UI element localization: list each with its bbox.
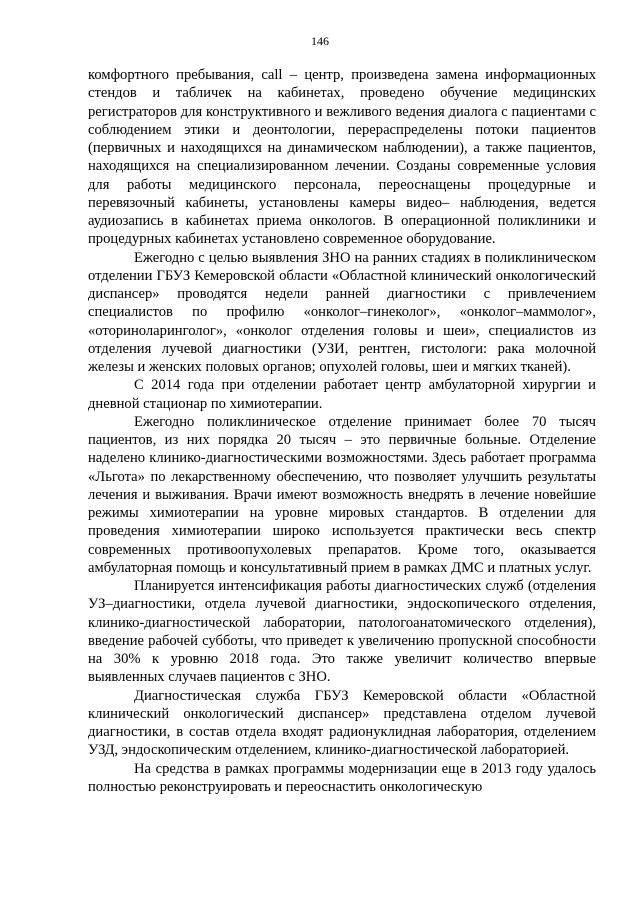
paragraph-outpatient-department: Ежегодно поликлиническое отделение принимает более 70 тысяч пациентов, из них порядка 20 тысяч – это первичные больные. Отделение наделено клинико-диагностическими возможностями. Здесь работает программа «Льгота» по лекарственному обеспечению, что позволяет улучшить результаты лечения и выживания. Врачи имеют возможность внедрять в лечение новейшие режимы химиотерапии на уровне мировых стандартов. В отделении для проведения химиотерапии широко используется практически весь спектр современных противоопухолевых препаратов. Кроме того, оказывается амбулаторная помощь и консультативный прием в рамках ДМС и платных услуг.: [88, 413, 596, 576]
paragraph-early-diagnostics: Ежегодно с целью выявления ЗНО на ранних стадиях в поликлиническом отделении ГБУЗ Кемеровской области «Областной клинический онкологический диспансер» проводятся недели ранней диагностики с привлечением специалистов по профилю «онколог–гинеколог», «онколог–маммолог», «оториноларинголог», «онколог отделения головы и шеи», специалистов из отделения лучевой диагностики (УЗИ, рентген, гистологи: рака молочной железы и женских половых органов; опухолей головы, шеи и мягких тканей).: [88, 249, 596, 375]
paragraph-continuation: комфортного пребывания, call – центр, произведена замена информационных стендов и табличек на кабинетах, проведено обучение медицинских регистраторов для конструктивного и вежливого ведения диалога с пациентами с соблюдением этики и деонтологии, перераспределены потоки пациентов (первичных и находящихся на динамическом наблюдении), а также пациентов, находящихся на специализированном лечении. Созданы современные условия для работы медицинского персонала, переоснащены процедурные и перевязочный кабинеты, установлены камеры видео– наблюдения, ведется аудиозапись в кабинетах приема онкологов. В операционной поликлиники и процедурных кабинетах установлено современное оборудование.: [88, 67, 596, 248]
paragraph-modernization: На средства в рамках программы модернизации еще в 2013 году удалось полностью реконструировать и переоснастить онкологическую: [88, 760, 596, 795]
body-text: [88, 66, 596, 796]
paragraph-diagnostic-service: Диагностическая служба ГБУЗ Кемеровской области «Областной клинический онкологический диспансер» представлена отделом лучевой диагностики, в состав отдела входят радионуклидная лаборатория, отделением УЗД, эндоскопическим отделением, клинико-диагностической лабораторией.: [88, 687, 596, 759]
page-number: 146: [311, 34, 329, 48]
paragraph-diagnostic-intensification: Планируется интенсификация работы диагностических служб (отделения УЗ–диагностики, отдела лучевой диагностики, эндоскопического отделения, клинико-диагностической лаборатории, патологоанатомического отделения), введение рабочей субботы, что приведет к увеличению пропускной способности на 30% к уровню 2018 года. Это также увеличит количество впервые выявленных случаев пациентов с ЗНО.: [88, 578, 596, 686]
paragraph-ambulatory-surgery: С 2014 года при отделении работает центр амбулаторной хирургии и дневной стационар по химиотерапии.: [88, 377, 596, 412]
